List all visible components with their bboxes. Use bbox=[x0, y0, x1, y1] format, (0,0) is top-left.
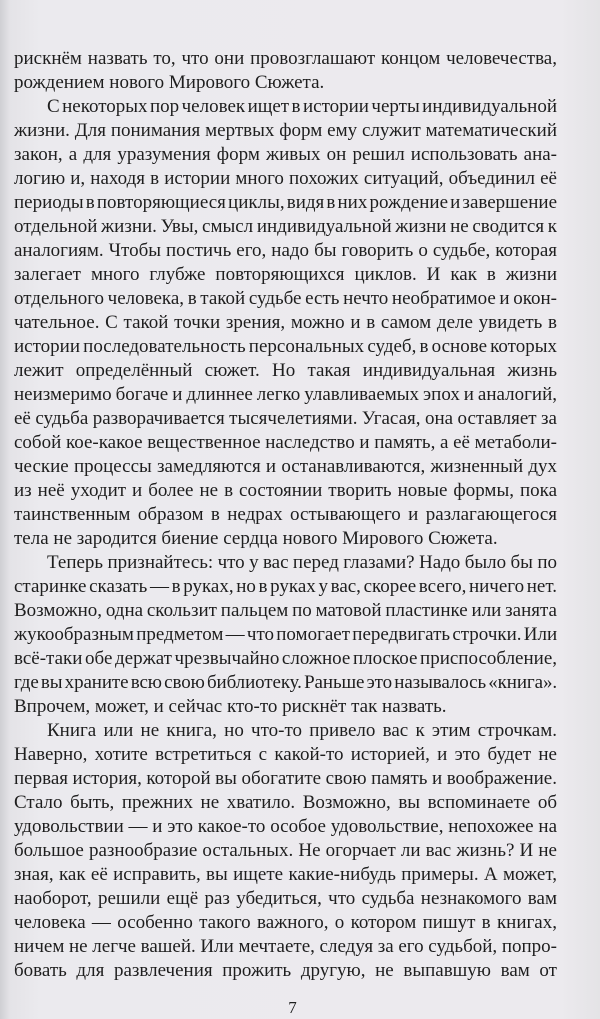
text-line: логию и, находя в истории много похожих ситуаций, объединил её bbox=[14, 168, 557, 189]
text-line: зная, как её исправить, вы ищете какие-нибудь примеры. А может, bbox=[14, 864, 557, 885]
text-line: большое разнообразие остальных. Не огорчает ли вас жизнь? И не bbox=[14, 840, 557, 861]
text-line: аналогиям. Чтобы постичь его, надо бы говорить о судьбе, которая bbox=[14, 240, 557, 261]
text-line: чательное. С такой точки зрения, можно и в самом деле увидеть в bbox=[14, 312, 557, 333]
text-line: жизни. Для понимания мертвых форм ему служит математический bbox=[14, 120, 557, 141]
text-line: тела не зародится биение сердца нового Мирового Сюжета. bbox=[14, 528, 498, 549]
text-line: первая история, которой вы обогатите свою память и воображение. bbox=[14, 768, 557, 789]
paragraph bbox=[14, 95, 557, 551]
text-line: где вы храните всю свою библиотеку. Раньше это называлось «книга». bbox=[14, 672, 557, 693]
text-line: Теперь признайтесь: что у вас перед глазами? Надо было бы по bbox=[47, 552, 557, 573]
text-line: рождением нового Мирового Сюжета. bbox=[14, 72, 325, 93]
text-line: лежит определённый сюжет. Но такая индивидуальная жизнь bbox=[14, 360, 557, 381]
text-line: периоды в повторяющиеся циклы, видя в них рождение и завершение bbox=[14, 192, 557, 213]
text-line: отдельного человека, в такой судьбе есть нечто необратимое и окон- bbox=[14, 288, 557, 309]
text-line: залегает много глубже повторяющихся циклов. И как в жизни bbox=[14, 264, 557, 285]
text-line: Впрочем, может, и сейчас кто-то рискнёт так назвать. bbox=[14, 696, 447, 717]
text-line: Возможно, одна скользит пальцем по матовой пластинке или занята bbox=[14, 600, 557, 621]
text-line: ческие процессы замедляются и останавливаются, жизненный дух bbox=[14, 456, 557, 477]
text-line: неизмеримо богаче и длиннее легко улавливаемых эпох и аналогий, bbox=[14, 384, 557, 405]
text-line: рискнём назвать то, что они провозглашают концом человечества, bbox=[14, 48, 557, 69]
paragraph bbox=[14, 719, 557, 983]
text-line: Наверно, хотите встретиться с какой-то историей, и это будет не bbox=[14, 744, 557, 765]
text-line: жукообразным предметом — что помогает передвигать строчки. Или bbox=[14, 624, 558, 645]
text-line: бовать для развлечения прожить другую, не выпавшую вам от bbox=[14, 960, 557, 981]
text-line: всё-таки обе держат чрезвычайно сложное плоское приспособление, bbox=[14, 648, 557, 669]
paragraph bbox=[14, 47, 557, 95]
paragraph bbox=[14, 551, 557, 719]
text-line: из неё уходит и более не в состоянии творить новые формы, пока bbox=[14, 480, 557, 501]
text-line: отдельной жизни. Увы, смысл индивидуальной жизни не сводится к bbox=[14, 216, 557, 237]
page-number: 7 bbox=[288, 998, 297, 1017]
page-body-text bbox=[14, 47, 557, 983]
text-line: Стало быть, прежних не хватило. Возможно, вы вспоминаете об bbox=[14, 792, 557, 813]
text-line: таинственным образом в недрах остывающего и разлагающегося bbox=[14, 504, 557, 525]
text-line: закон, а для уразумения форм живых он решил использовать ана- bbox=[14, 144, 557, 165]
text-line: удовольствии — и это какое-то особое удовольствие, непохожее на bbox=[14, 816, 557, 837]
text-line: истории последовательность персональных судеб, в основе которых bbox=[14, 336, 557, 357]
text-line: её судьба разворачивается тысячелетиями. Угасая, она оставляет за bbox=[14, 408, 557, 429]
text-line: человека — особенно такого важного, о котором пишут в книгах, bbox=[14, 912, 557, 933]
text-line: ничем не легче вашей. Или мечтаете, следуя за его судьбой, попро- bbox=[14, 936, 557, 957]
text-line: старинке сказать — в руках, но в руках у вас, скорее всего, ничего нет. bbox=[14, 576, 557, 597]
text-line: наоборот, решили ещё раз убедиться, что судьба незнакомого вам bbox=[14, 888, 557, 909]
text-line: собой кое-какое вещественное наследство и память, а её метаболи- bbox=[14, 432, 557, 453]
text-line: С некоторых пор человек ищет в истории черты индивидуальной bbox=[47, 96, 557, 117]
text-line: Книга или не книга, но что-то привело вас к этим строчкам. bbox=[47, 720, 557, 741]
